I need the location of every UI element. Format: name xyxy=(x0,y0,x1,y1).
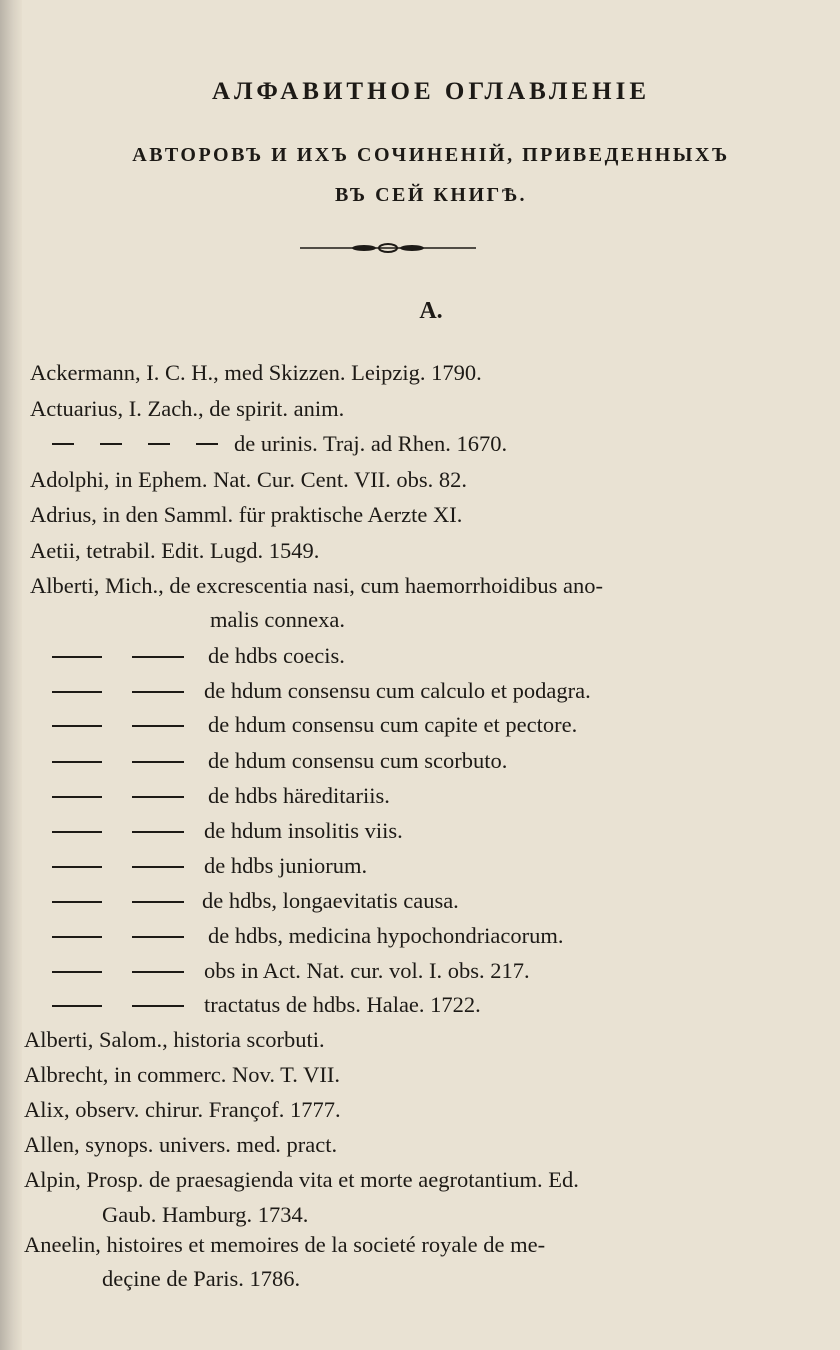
page-edge xyxy=(0,0,22,1350)
ditto-dash xyxy=(52,761,102,763)
index-entry: Alix, observ. chirur. Françof. 1777. xyxy=(24,1097,341,1122)
index-entry: de hdbs, longaevitatis causa. xyxy=(202,888,459,913)
page-subtitle-line2: ВЪ СЕЙ КНИГѢ. xyxy=(334,184,528,206)
ditto-dash xyxy=(52,1005,102,1007)
ditto-dash xyxy=(52,443,74,445)
ditto-dash xyxy=(132,936,184,938)
ditto-dash xyxy=(52,656,102,658)
index-entry: Aetii, tetrabil. Edit. Lugd. 1549. xyxy=(30,538,320,563)
index-entry: Alberti, Mich., de excrescentia nasi, cum haemorrhoidibus ano- xyxy=(30,573,603,598)
index-entry: de hdum consensu cum calculo et podagra. xyxy=(204,678,591,703)
index-entry: Adrius, in den Samml. für praktische Aerzte XI. xyxy=(30,502,463,527)
ditto-dash xyxy=(132,866,184,868)
ditto-dash xyxy=(52,691,102,693)
ditto-dash xyxy=(52,866,102,868)
index-entry: de hdum consensu cum scorbuto. xyxy=(208,748,508,773)
ditto-dash xyxy=(52,725,102,727)
index-entry: Ackermann, I. C. H., med Skizzen. Leipzig. 1790. xyxy=(30,360,482,385)
ditto-dash xyxy=(52,971,102,973)
ditto-dash xyxy=(100,443,122,445)
ditto-dash xyxy=(196,443,218,445)
index-entry: Adolphi, in Ephem. Nat. Cur. Cent. VII. obs. 82. xyxy=(30,467,468,492)
index-entry: Allen, synops. univers. med. pract. xyxy=(24,1132,338,1157)
index-entry: Actuarius, I. Zach., de spirit. anim. xyxy=(30,396,345,421)
page-subtitle-line1: АВТОРОВЪ И ИХЪ СОЧИНЕНІЙ, ПРИВЕДЕННЫХЪ xyxy=(132,144,730,166)
book-page xyxy=(22,0,840,1350)
index-entry: Aneelin, histoires et memoires de la societé royale de me- xyxy=(24,1232,546,1257)
index-entry: de hdbs häreditariis. xyxy=(208,783,390,808)
ditto-dash xyxy=(132,656,184,658)
section-letter: A. xyxy=(419,298,443,324)
index-entry: de hdum consensu cum capite et pectore. xyxy=(208,712,578,737)
ditto-dash xyxy=(132,1005,184,1007)
ditto-dash xyxy=(132,691,184,693)
ditto-dash xyxy=(52,796,102,798)
index-entry: obs in Act. Nat. cur. vol. I. obs. 217. xyxy=(204,958,530,983)
index-entry: tractatus de hdbs. Halae. 1722. xyxy=(204,992,481,1017)
page-title: АЛФАВИТНОЕ ОГЛАВЛЕНІЕ xyxy=(211,78,651,105)
ditto-dash xyxy=(132,761,184,763)
index-entry: Alpin, Prosp. de praesagienda vita et morte aegrotantium. Ed. xyxy=(24,1167,579,1192)
ornament-divider xyxy=(300,238,476,258)
index-entry: Gaub. Hamburg. 1734. xyxy=(102,1202,309,1227)
index-entry: malis connexa. xyxy=(210,607,345,632)
index-entry: de hdbs coecis. xyxy=(208,643,345,668)
ditto-dash xyxy=(132,831,184,833)
index-entry: de hdbs juniorum. xyxy=(204,853,368,878)
index-entry: deçine de Paris. 1786. xyxy=(102,1266,301,1291)
ditto-dash xyxy=(132,796,184,798)
index-entry: Alberti, Salom., historia scorbuti. xyxy=(24,1027,325,1052)
index-entry: de urinis. Traj. ad Rhen. 1670. xyxy=(234,431,508,456)
ditto-dash xyxy=(148,443,170,445)
ditto-dash xyxy=(52,901,102,903)
index-entry: de hdbs, medicina hypochondriacorum. xyxy=(208,923,564,948)
ditto-dash xyxy=(52,936,102,938)
ditto-dash xyxy=(132,725,184,727)
ditto-dash xyxy=(132,971,184,973)
index-entry: Albrecht, in commerc. Nov. T. VII. xyxy=(24,1062,340,1087)
ditto-dash xyxy=(132,901,184,903)
index-entry: de hdum insolitis viis. xyxy=(204,818,403,843)
ditto-dash xyxy=(52,831,102,833)
